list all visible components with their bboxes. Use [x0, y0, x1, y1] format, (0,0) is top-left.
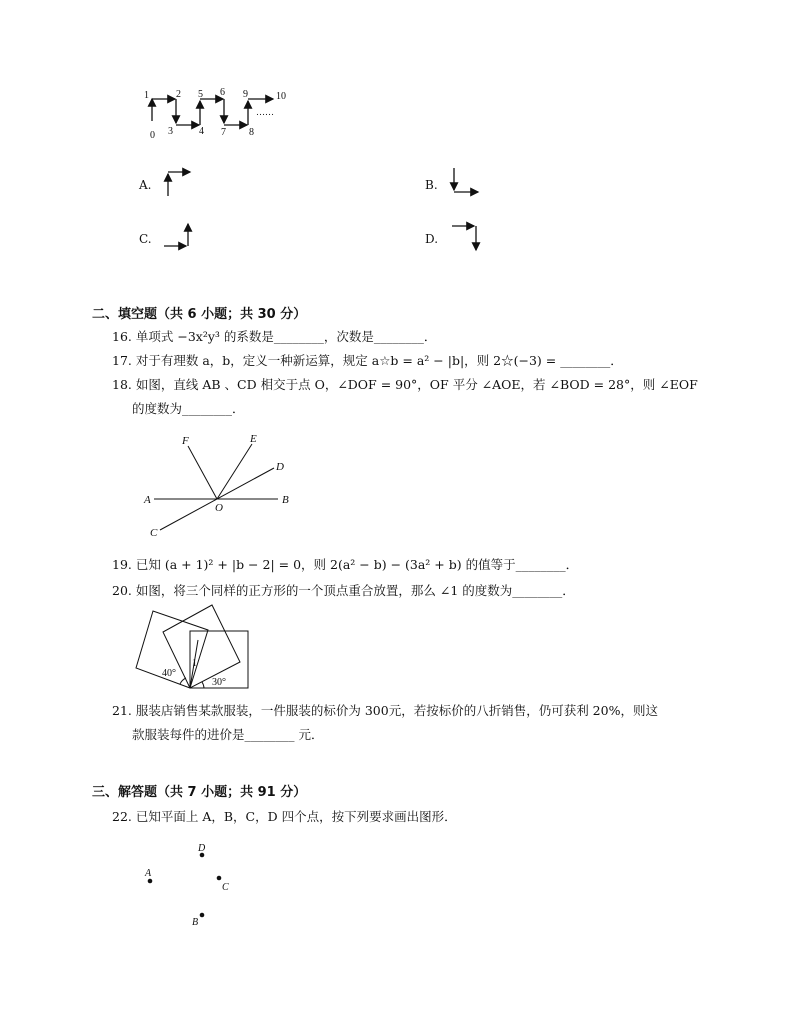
ray-oe — [217, 444, 252, 499]
question-number: 22. — [112, 809, 132, 824]
four-points-figure — [138, 838, 248, 933]
angle-40-label: 40° — [162, 668, 176, 679]
pattern-number: 9 — [243, 89, 248, 100]
pattern-number: 0 — [150, 130, 155, 141]
question-20 — [112, 582, 575, 600]
question-number: 20. — [112, 583, 132, 598]
point-a — [148, 879, 153, 884]
pattern-number: 8 — [249, 127, 254, 138]
question-text: 服装店销售某款服装，一件服装的标价为 300元，若按标价的八折销售，仍可获利 20%，则这 — [135, 703, 658, 718]
point-label-a: A — [144, 494, 151, 506]
angle-30-label: 30° — [212, 677, 226, 688]
question-text: 对于有理数 a，b，定义一种新运算，规定 a☆b = a² − |b|，则 2☆(−3) = ________． — [135, 353, 623, 368]
point-label-c: C — [150, 527, 158, 539]
question-18-continued: 的度数为________． — [132, 401, 245, 416]
point-label-d: D — [276, 461, 284, 473]
question-16 — [112, 328, 436, 346]
option-a-arrow-icon — [160, 164, 200, 200]
option-d-label[interactable]: D. — [425, 232, 439, 246]
point-label-b: B — [282, 494, 289, 506]
point-label-o: O — [215, 502, 223, 514]
pattern-number: 1 — [144, 90, 149, 101]
pattern-number: 10 — [276, 91, 286, 102]
point-b — [200, 913, 205, 918]
option-a-label[interactable]: A. — [139, 178, 152, 192]
point-label-d: D — [198, 843, 206, 854]
section-2-title: 二、填空题（共 6 小题；共 30 分） — [92, 307, 307, 322]
pattern-number: 3 — [168, 126, 173, 137]
question-number: 16. — [112, 329, 132, 344]
three-squares-figure — [132, 604, 252, 694]
question-18 — [112, 376, 698, 394]
point-label-f: F — [182, 435, 189, 447]
question-number: 19. — [112, 557, 132, 572]
question-number: 21. — [112, 703, 132, 718]
question-text: 已知 (a + 1)² + |b − 2| = 0，则 2(a² − b) − (3a² + b) 的值等于________． — [135, 557, 579, 572]
question-text: 如图，将三个同样的正方形的一个顶点重合放置，那么 ∠1 的度数为________． — [135, 583, 575, 598]
question-number: 17. — [112, 353, 132, 368]
question-22 — [112, 808, 457, 826]
point-label-e: E — [250, 433, 257, 445]
point-label-c: C — [222, 882, 229, 893]
pattern-number: 4 — [199, 126, 204, 137]
section-3-title: 三、解答题（共 7 小题；共 91 分） — [92, 785, 307, 800]
question-21-continued: 款服装每件的进价是________ 元． — [132, 727, 324, 742]
pattern-number: 5 — [198, 89, 203, 100]
question-text: 已知平面上 A，B，C，D 四个点，按下列要求画出图形． — [135, 809, 457, 824]
intersecting-lines-figure — [140, 430, 300, 540]
pattern-ellipsis: …… — [256, 107, 274, 117]
angle-1-label: 1 — [192, 658, 197, 669]
point-c — [217, 876, 222, 881]
option-b-label[interactable]: B. — [425, 178, 438, 192]
question-text: 单项式 −3x²y³ 的系数是________，次数是________． — [135, 329, 437, 344]
pattern-number: 7 — [221, 127, 226, 138]
question-text: 如图，直线 AB 、CD 相交于点 O，∠DOF = 90°，OF 平分 ∠AOE，若 ∠BOD = 28°，则 ∠EOF — [135, 377, 698, 392]
question-19 — [112, 556, 578, 574]
arrow-pattern-figure — [140, 85, 300, 145]
pattern-number: 6 — [220, 87, 225, 98]
option-d-arrow-icon — [448, 218, 488, 254]
ray-of — [188, 446, 217, 499]
question-17 — [112, 352, 623, 370]
option-b-arrow-icon — [446, 164, 486, 200]
point-label-a: A — [145, 868, 152, 879]
point-label-b: B — [192, 917, 199, 928]
question-number: 18. — [112, 377, 132, 392]
question-21 — [112, 702, 658, 720]
option-c-label[interactable]: C. — [139, 232, 152, 246]
option-c-arrow-icon — [160, 218, 200, 254]
pattern-number: 2 — [176, 89, 181, 100]
